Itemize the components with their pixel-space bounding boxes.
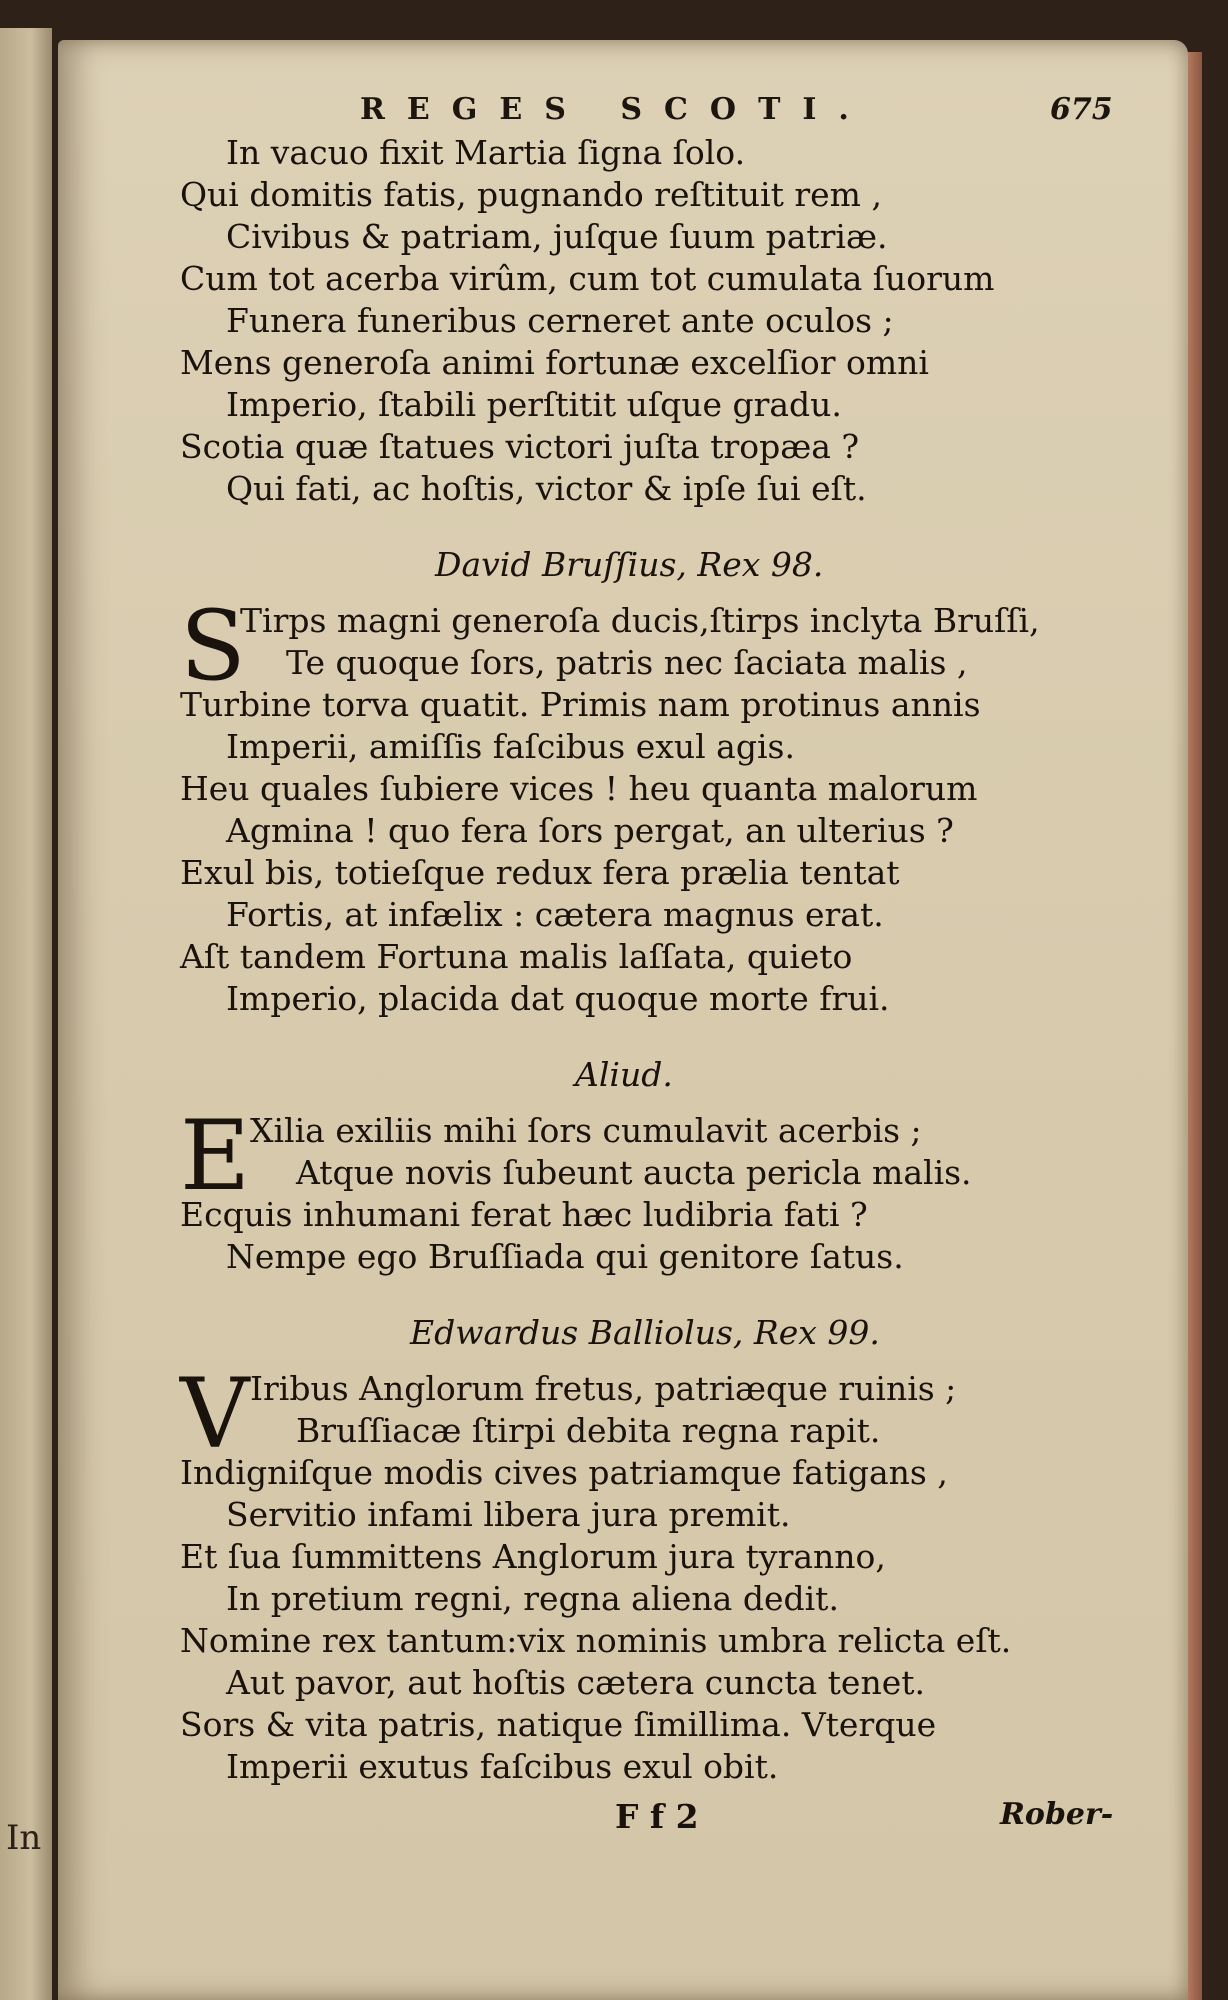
page-number: 675 xyxy=(1050,92,1113,127)
facing-page-word: In xyxy=(6,1818,42,1858)
verse-line: Nempe ego Bruſſiada qui genitore ſatus. xyxy=(226,1237,904,1276)
verse-line: Imperio, ſtabili perſtitit uſque gradu. xyxy=(226,385,842,424)
verse-line: Cum tot acerba virûm, cum tot cumulata ſuorum xyxy=(180,259,995,298)
catchword: Rober- xyxy=(1000,1797,1114,1832)
drop-cap-v: V xyxy=(180,1358,250,1470)
drop-cap-s: S xyxy=(180,590,246,702)
drop-cap-e: E xyxy=(180,1100,251,1212)
verse-line: In vacuo fixit Martia ſigna ſolo. xyxy=(226,133,746,172)
verse-line: Tirps magni generoſa ducis,ſtirps inclyta Bruſſi, xyxy=(240,601,1040,640)
verse-line: Et ſua ſummittens Anglorum jura tyranno, xyxy=(180,1537,886,1576)
signature-mark: F f 2 xyxy=(615,1797,699,1836)
verse-line: Agmina ! quo fera ſors pergat, an ulterius ? xyxy=(226,811,954,850)
verse-line: Aſt tandem Fortuna malis laſſata, quieto xyxy=(180,937,853,976)
verse-line: Fortis, at infælix : cætera magnus erat. xyxy=(226,895,884,934)
verse-line: Mens generoſa animi fortunæ excelſior omni xyxy=(180,343,929,382)
verse-line: Heu quales ſubiere vices ! heu quanta malorum xyxy=(180,769,978,808)
running-title: REGES SCOTI. xyxy=(360,92,871,127)
verse-line: Indigniſque modis cives patriamque fatigans , xyxy=(180,1453,948,1492)
verse-line: In pretium regni, regna aliena dedit. xyxy=(226,1579,839,1618)
verse-line: Imperii, amiſſis faſcibus exul agis. xyxy=(226,727,795,766)
verse-line: Civibus & patriam, juſque ſuum patriæ. xyxy=(226,217,888,256)
verse-line: Scotia quæ ſtatues victori juſta tropæa ? xyxy=(180,427,860,466)
verse-line: Aut pavor, aut hoſtis cætera cuncta tenet. xyxy=(226,1663,925,1702)
verse-line: Iribus Anglorum fretus, patriæque ruinis ; xyxy=(250,1369,957,1408)
facing-page-edge xyxy=(0,28,52,2000)
verse-line: Turbine torva quatit. Primis nam protinus annis xyxy=(180,685,981,724)
verse-line: Imperii exutus faſcibus exul obit. xyxy=(226,1747,779,1786)
verse-line: Te quoque ſors, patris nec ſaciata malis , xyxy=(286,643,968,682)
verse-line: Atque novis ſubeunt aucta pericla malis. xyxy=(296,1153,972,1192)
verse-line: Qui domitis fatis, pugnando reſtituit rem , xyxy=(180,175,882,214)
verse-line: Funera funeribus cerneret ante oculos ; xyxy=(226,301,894,340)
section-heading-david-brussius: David Bruſſius, Rex 98. xyxy=(435,545,824,584)
verse-line: Bruſſiacæ ſtirpi debita regna rapit. xyxy=(296,1411,881,1450)
verse-line: Nomine rex tantum:vix nominis umbra relicta eſt. xyxy=(180,1621,1012,1660)
section-heading-aliud: Aliud. xyxy=(575,1055,673,1094)
verse-line: Xilia exiliis mihi ſors cumulavit acerbis ; xyxy=(250,1111,922,1150)
page-fore-edge xyxy=(1188,52,1202,2000)
verse-line: Servitio infami libera jura premit. xyxy=(226,1495,791,1534)
verse-line: Ecquis inhumani ferat hæc ludibria fati ? xyxy=(180,1195,868,1234)
verse-line: Exul bis, totieſque redux fera prælia tentat xyxy=(180,853,900,892)
verse-line: Qui fati, ac hoſtis, victor & ipſe ſui eſt. xyxy=(226,469,867,508)
section-heading-edwardus-balliolus: Edwardus Balliolus, Rex 99. xyxy=(410,1313,880,1352)
verse-line: Sors & vita patris, natique ſimillima. Vterque xyxy=(180,1705,937,1744)
verse-line: Imperio, placida dat quoque morte frui. xyxy=(226,979,890,1018)
